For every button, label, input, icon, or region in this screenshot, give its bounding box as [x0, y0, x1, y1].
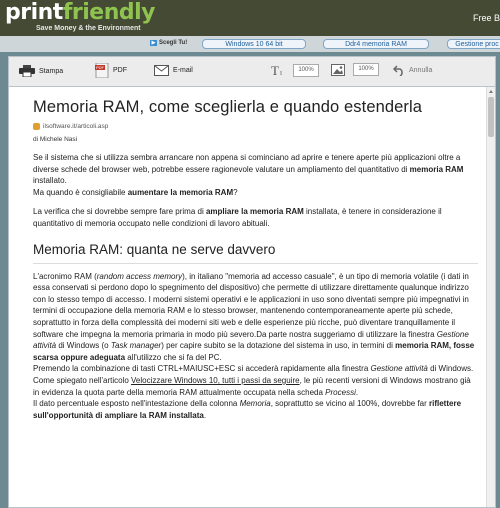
verification-paragraph: La verifica che si dovrebbe sempre fare prima di ampliare la memoria RAM installata, è tenere in considerazione il quantitativo di memoria occupato nelle condizioni di lavoro abituali. [33, 207, 442, 228]
article-title: Memoria RAM, come sceglierla e quando estenderla [33, 98, 423, 116]
source-url[interactable]: ilsoftware.it/articoli.asp [43, 122, 109, 130]
email-button[interactable] [154, 65, 193, 76]
ad-link-bar [0, 36, 500, 52]
article-author: di Michele Nasi [33, 136, 78, 143]
undo-button[interactable] [393, 65, 432, 76]
envelope-icon [154, 65, 169, 76]
undo-label: Annulla [409, 67, 433, 74]
ad-link-chip[interactable]: Gestione proc [447, 39, 500, 49]
print-button[interactable] [19, 65, 63, 77]
text-size-control[interactable] [271, 63, 319, 77]
logo-print-text: print [5, 0, 63, 25]
play-icon: ▶ [151, 40, 156, 46]
scroll-up-arrow-icon[interactable] [489, 90, 493, 93]
ad-link-chip[interactable]: Ddr4 memoria RAM [323, 39, 429, 49]
header-free-link[interactable]: Free B [473, 13, 500, 23]
svg-text:I: I [280, 71, 282, 77]
article-source[interactable] [33, 121, 478, 131]
article-body [33, 97, 478, 421]
intro-paragraph: Se il sistema che si utilizza sembra arrancare non appena si cominciano ad aprire e tenere aperte più applicazioni oltre a diverse schede del browser web, potrebbe essere ragionevole valutare un ampliamento del quantitativo di memoria RAM installato. Ma quando è consigliabile aumentare la memoria RAM? [33, 153, 464, 197]
scroll-thumb[interactable] [488, 97, 494, 137]
text-size-value[interactable]: 100% [293, 64, 319, 77]
image-icon [331, 64, 345, 76]
section-heading: Memoria RAM: quanta ne serve davvero [33, 241, 276, 257]
site-favicon-icon [33, 123, 40, 130]
undo-icon [393, 65, 405, 76]
body-paragraph: L'acronimo RAM (random access memory), in italiano "memoria ad accesso casuale", è un tipo di memoria volatile (i dati in essa conservati si perdono dopo lo spegnimento del dispositivo) che permette di utilizzare direttamente qualunque indirizzo con lo stesso tempo di accesso. I moderni sistemi operativi e le applicazioni in uso sono diventati sempre più impegnativi in termini di occupazione della memoria RAM e lo stesso browser, mantenendo contemporaneamente aperte più schede, soprattutto in forza della complessità dei moderni siti web e delle esperienze più ricche, può diventare tranquillamente il software che impegna la memoria primaria in modo più severo.Da parte nostra suggeriamo di utilizzare la finestra Gestione attività di Windows (o Task manager) per capire subito se la dotazione del sistema in uso, in termini di memoria RAM, fosse scarsa oppure adeguata all'utilizzo che si fa del PC. Premendo la combinazione di tasti CTRL+MAIUSC+ESC si accederà rapidamente alla finestra Gestione attività di Windows. Come spiegato nell'articolo Velocizzare Windows 10, tutti i passi da seguire, le più recenti versioni di Windows mostrano già in evidenza la quota parte della memoria RAM attualmente occupata nella scheda Processi. Il dato percentuale esposto nell'intestazione della colonna Memoria, soprattutto se vicino al 100%, dovrebbe far riflettere sull'opportunità di ampliare la RAM installata. [33, 271, 475, 420]
text-size-icon [271, 63, 285, 77]
image-size-control[interactable] [331, 63, 379, 76]
site-header [0, 0, 500, 36]
logo-tagline: Save Money & the Environment [36, 25, 141, 32]
svg-text:T: T [271, 63, 279, 77]
content-scrollbar[interactable] [486, 87, 495, 508]
pdf-icon [95, 63, 109, 78]
logo-friendly-text: friendly [62, 0, 156, 25]
article-inline-link[interactable]: Velocizzare Windows 10, tutti i passi da seguire [131, 375, 300, 385]
pdf-button[interactable] [95, 63, 127, 78]
scegli-tu-label: ▶ Scegli Tu! [151, 40, 188, 46]
article-preview[interactable] [8, 86, 496, 508]
printer-icon [19, 65, 35, 77]
image-size-value[interactable]: 100% [353, 63, 379, 76]
ad-link-chip[interactable]: Windows 10 64 bit [202, 39, 306, 49]
printfriendly-logo[interactable] [5, 2, 155, 32]
section-divider [33, 263, 478, 264]
print-toolbar [8, 56, 496, 86]
pdf-label: PDF [113, 67, 127, 74]
print-label: Stampa [39, 67, 64, 75]
svg-text:PDF: PDF [96, 65, 104, 70]
email-label: E-mail [173, 67, 193, 74]
